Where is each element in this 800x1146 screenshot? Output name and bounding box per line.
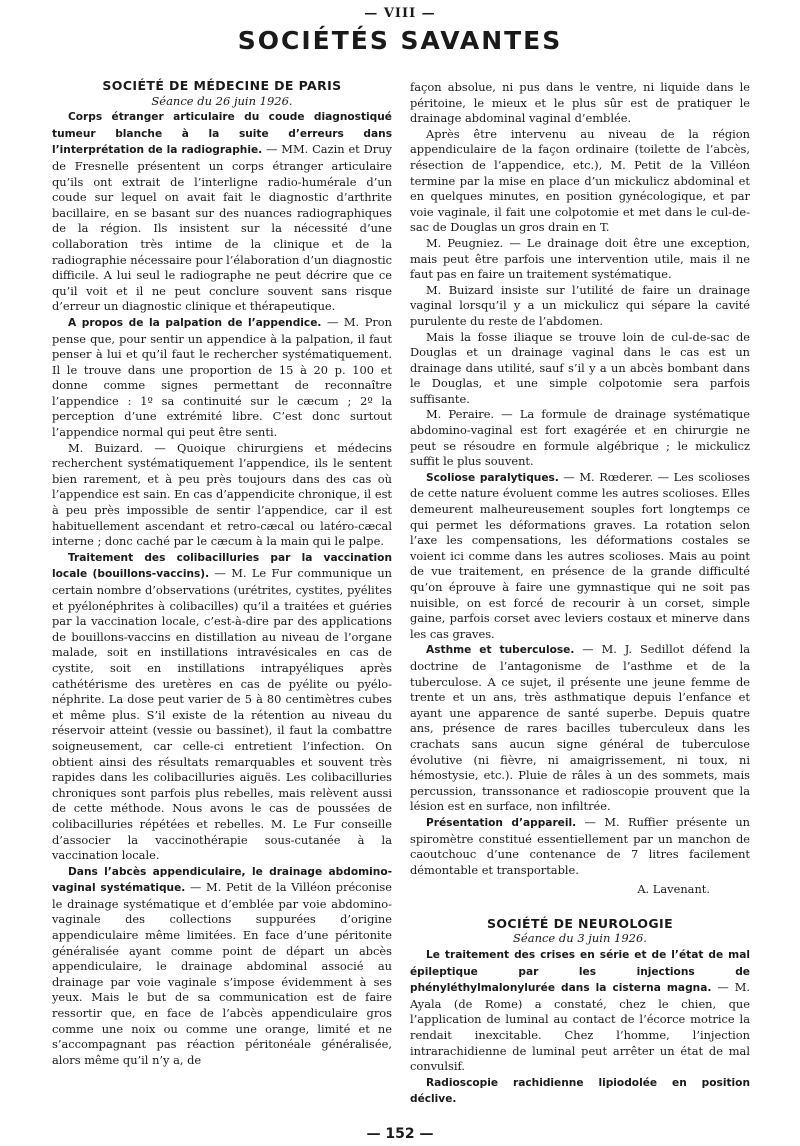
paragraph-asthme	[410, 642, 750, 815]
paragraph-colibacilluries	[52, 550, 392, 864]
paragraph-appareil	[410, 815, 750, 878]
paragraph-text: — M. Pron pense que, pour sentir un appendice à la palpation, il faut penser à lui et qu’il faut le rechercher systématiquement. Il le trouve dans une proportion de 15 à 20 p. 100 et donne comme signes permettant de reconnaître l’appendice : 1º sa continuité sur le cæcum ; 2º la perception d’une extrémité libre. C’est donc surtout l’appendice normal qui peut être senti.	[52, 314, 392, 440]
folio-roman: — VIII —	[364, 6, 436, 21]
society-title-medecine: SOCIÉTÉ DE MÉDECINE DE PARIS	[102, 78, 342, 93]
page-number: — 152 —	[366, 1126, 434, 1142]
seance-date-neurologie: Séance du 3 juin 1926.	[513, 931, 647, 946]
paragraph-scoliose	[410, 470, 750, 643]
rubric-heading: Présentation d’appareil.	[426, 816, 577, 829]
paragraph-text: — M. Le Fur communique un certain nombre d’observations (urétrites, cystites, pyélites et pyélonéphrites à colibacilles) qu’il a traitées et guéries par la vaccination locale, c’est-à-dire par des applications de bouillons-vaccins en distillation au niveau de l’organe malade, soit en instillations intravésicales en cas de cystite, soit en instillations intrapyéliques après cathétérisme des uretères en cas de pyélite ou pyélo-néphrite. La dose peut varier de 5 à 80 centimètres cubes et même plus. S’il existe de la rétention au niveau du réservoir atteint (vessie ou bassinet), il faut la combattre soigneusement, car celle-ci entretient l’infection. On obtient ainsi des résultats remarquables et souvent très rapides dans les colibacilluries aiguës. Les colibacilluries chroniques sont parfois plus rebelles, mais relèvent aussi de cette méthode. Nous avons le cas de poussées de colibacilluries répétées et rebelles. M. Le Fur conseille d’associer la vaccinothérapie sous-cutanée à la vaccination locale.	[52, 566, 392, 863]
paragraph-fosse-iliaque: Mais la fosse iliaque se trouve loin de cul-de-sac de Douglas et un drainage vaginal dans le cas est un drainage dans utilité, sauf s’il y a un abcès bombant dans le Douglas, et une simple colpotomie sera parfois suffisante.	[410, 329, 750, 406]
paragraph-radioscopie	[410, 1075, 750, 1108]
section-title: SOCIÉTÉS SAVANTES	[237, 26, 563, 55]
right-column	[410, 80, 750, 1108]
paragraph-text: — M. Ayala (de Rome) a constaté, chez le chien, que l’application de luminal au contact de l’écorce motrice la rendait inexcitable. Chez l’homme, l’injection intrarachidienne de luminal peut arrêter un état de mal convulsif.	[410, 980, 750, 1074]
rubric-heading: A propos de la palpation de l’appendice.	[68, 316, 322, 329]
rubric-heading: Scoliose paralytiques.	[426, 471, 559, 484]
paragraph-text: — M. J. Sedillot défend la doctrine de l’antagonisme de l’asthme et de la tuberculose. A ce sujet, il présente une jeune femme de trente et un ans, très asthmatique depuis l’enfance et ayant une apparence de santé superbe. Depuis quatre ans, présence de rares bacilles tuberculeux dans les crachats sans aucun signe général de tuberculose évolutive (ni fièvre, ni amaigrissement, ni toux, ni hémostysie, etc.). Pluie de râles à un des sommets, mais percussion, transsonance et radioscopie prouvent que la lésion est en surface, non infiltrée.	[410, 642, 751, 814]
paragraph-text: — MM. Cazin et Druy de Fresnelle présentent un corps étranger articulaire qu’ils ont extrait de l’interligne radio-humérale d’un coude sur lequel on avait fait le diagnostic d’arthrite bacillaire, en se basant sur des nuances radiographiques de la région. Ils insistent sur la nécessité d’une collaboration très intime de la clinique et de la radiographie nécessaire pour l’élaboration d’un diagnostic difficile. A lui seul le radiographe ne peut décrire que ce qu’il voit et il ne peut conclure souvent sans risque d’erreur un diagnostic clinique et thérapeutique.	[52, 142, 392, 314]
paragraph-palpation	[52, 315, 392, 441]
rubric-heading: Corps étranger articulaire du coude diagnostiqué tumeur blanche à la suite d’erreurs dans l’interprétation de la radiographie.	[52, 111, 392, 157]
paragraph-luminal	[410, 947, 750, 1075]
rubric-heading: Le traitement des crises en série et de l’état de mal épileptique par les injections de phényléthylmalonylurée dans la cisterna magna.	[410, 949, 750, 995]
paragraph-peugniez: M. Peugniez. — Le drainage doit être une exception, mais peut être parfois une intervention utile, mais il ne faut pas en faire un traitement systématique.	[410, 235, 750, 282]
paragraph-text: — M. Petit de la Villéon préconise le drainage systématique et d’emblée par voie abdomino-vaginale des collections suppurées d’origine appendiculaire même limitées. En face d’une péritonite généralisée ayant comme point de départ un abcès appendiculaire, le drainage abdominal associé au drainage par voie vaginale s’impose évidemment à ses yeux. Mais le but de sa communication est de faire ressortir que, en face de l’abcès appendiculaire gros comme une noix ou comme une orange, limité et ne s’accompagnant pas réaction péritonéale généralisée, alors même qu’il n’y a, de	[52, 880, 392, 1067]
paragraph-text: — M. Rœderer. — Les scolioses de cette nature évoluent comme les autres scolioses. Elles demeurent malheureusement souples fort longtemps ce qui permet les déformations graves. La rotation selon l’axe les compensations, les déformations costales se voient ici comme dans les autres scolioses. Mais au point de vue traitement, en présence de la grande difficulté qu’on éprouve à faire une gymnastique qui ne soit pas nuisible, on est forcé de recourir à un corset, simple gaine, parfois corset avec leviers costaux et minerve dans les cas graves.	[410, 469, 750, 641]
rubric-heading: Radioscopie rachidienne lipiodolée en position déclive.	[410, 1076, 750, 1106]
paragraph-continuation: façon absolue, ni pus dans le ventre, ni liquide dans le péritoine, le mieux et le plus sûr est de pratiquer le drainage abdominal vaginal d’emblée.	[410, 80, 750, 126]
rubric-heading: Traitement des colibacilluries par la vaccination locale (bouillons-vaccins).	[52, 551, 392, 581]
rubric-heading: Dans l’abcès appendiculaire, le drainage abdomino-vaginal systématique.	[52, 865, 392, 895]
paragraph-peraire: M. Peraire. — La formule de drainage systématique abdomino-vaginal est fort exagérée et en chirurgie ne peut se résoudre en formule algébrique ; le mickulicz suffit le plus souvent.	[410, 407, 750, 469]
signature: A. Lavenant.	[637, 882, 710, 897]
paragraph-abces-appendiculaire	[52, 864, 392, 1069]
society-title-neurologie: SOCIÉTÉ DE NEUROLOGIE	[486, 915, 674, 931]
paragraph-petit-villeon: Après être intervenu au niveau de la région appendiculaire de la façon ordinaire (toilette de l’abcès, résection de l’appendice, etc.), M. Petit de la Villéon termine par la mise en place d’un mickulicz abdominal et en quelques minutes, en position gynécologique, et par voie vaginale, il fait une colpotomie et met dans le cul-de-sac de Douglas un gros drain en T.	[410, 126, 750, 235]
seance-date: Séance du 26 juin 1926.	[151, 93, 293, 108]
rubric-heading: Asthme et tuberculose.	[426, 644, 575, 657]
paragraph-buizard: M. Buizard. — Quoique chirurgiens et médecins recherchent systématiquement l’appendice, ils le sentent bien rarement, et à peu près toujours dans des cas où l’appendice est sain. En cas d’appendicite chronique, il est à peu près impossible de sentir l’appendice, car il est habituellement ascendant et retro-cæcal ou latéro-cæcal interne ; donc caché par le cæcum à la main qui le palpe.	[52, 440, 392, 549]
paragraph-buizard-drainage: M. Buizard insiste sur l’utilité de faire un drainage vaginal lorsqu’il y a un mickulicz qui sépare la cavité purulente du reste de l’abdomen.	[410, 282, 750, 328]
paragraph-corps-etranger	[52, 109, 392, 315]
left-column	[52, 78, 392, 1068]
paragraph-text: — M. Ruffier présente un spiromètre constitué essentiellement par un manchon de caoutchouc d’une contenance de 7 litres facilement démontable et transportable.	[410, 814, 750, 877]
